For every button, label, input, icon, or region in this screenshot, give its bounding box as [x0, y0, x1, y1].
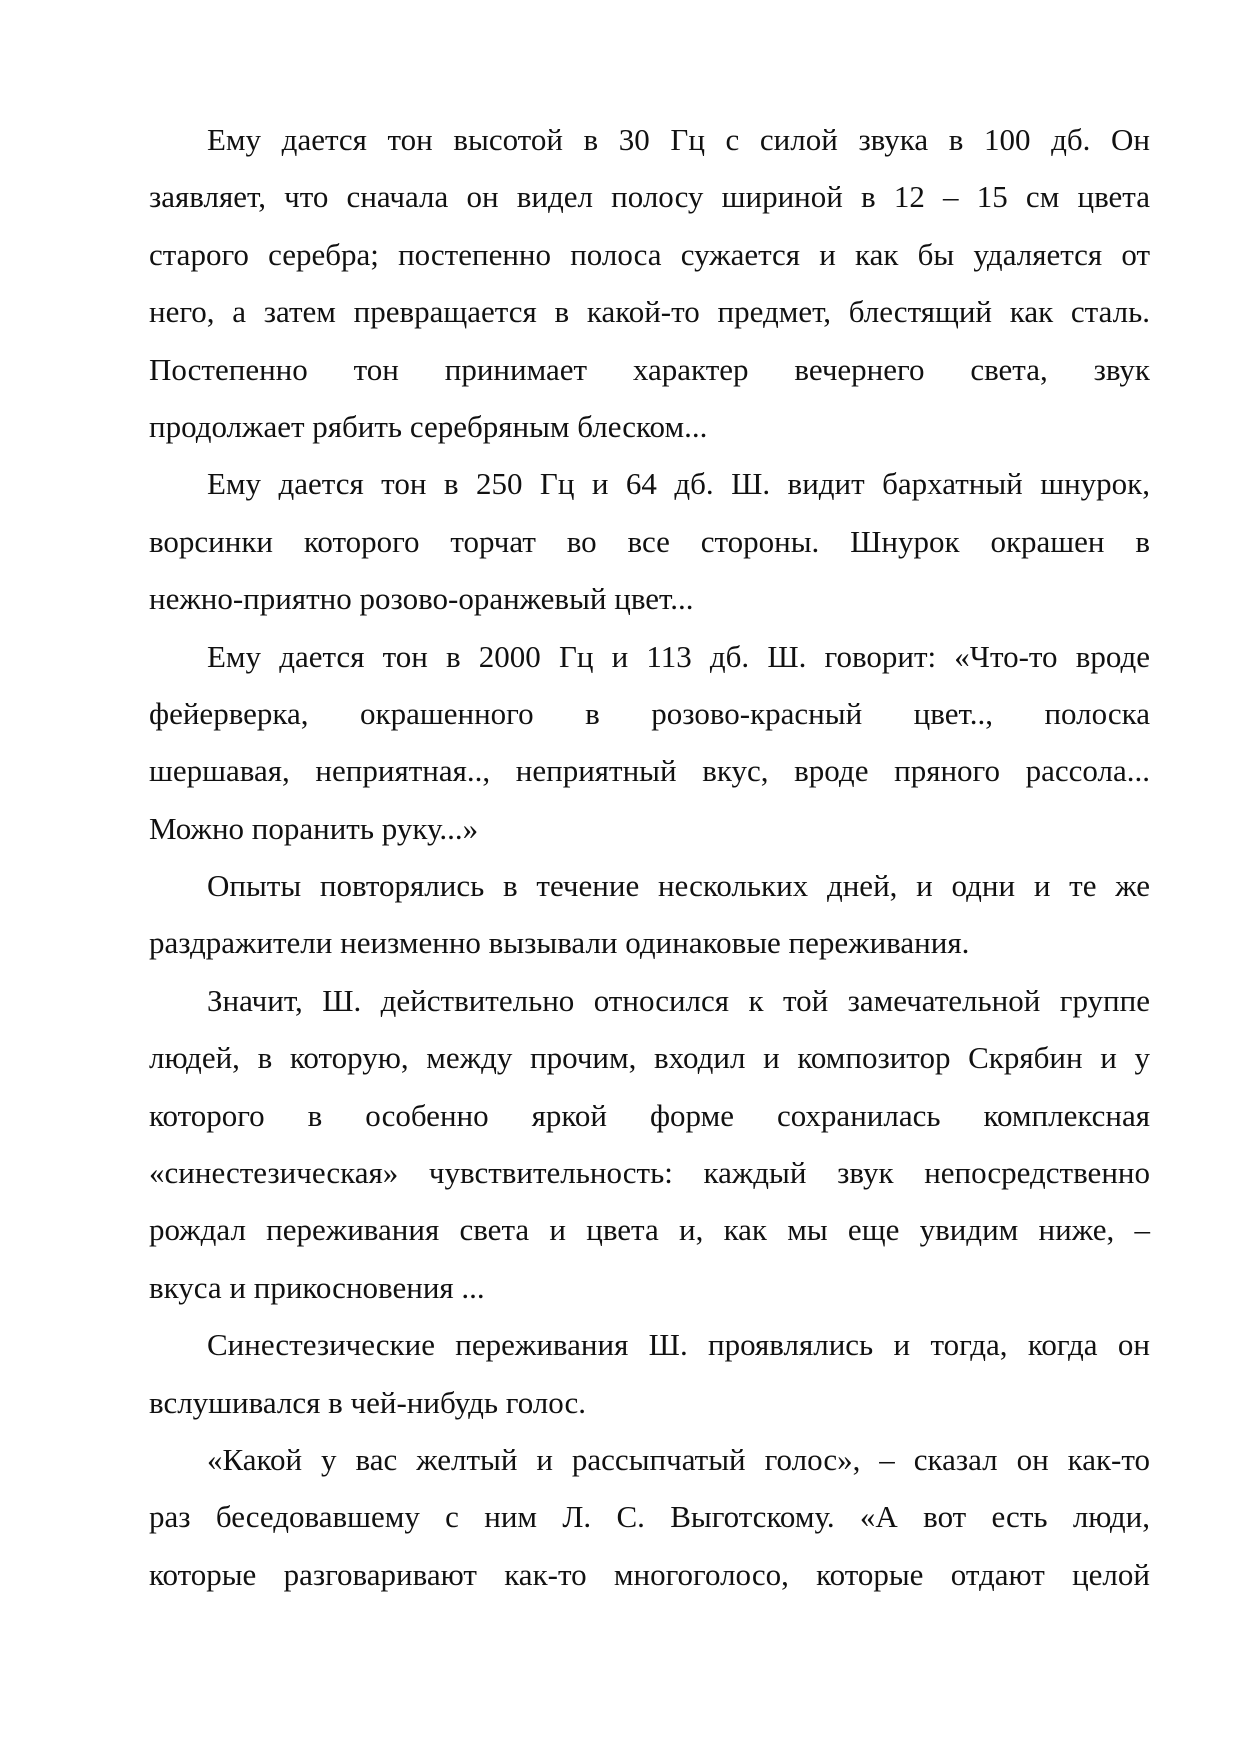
paragraph — [149, 857, 1150, 972]
text-line: рождал переживания света и цвета и, как мы еще увидим ниже, – — [149, 1212, 1150, 1248]
text-line: заявляет, что сначала он видел полосу шириной в 12 – 15 см цвета — [149, 179, 1150, 215]
text-line: Опыты повторялись в течение нескольких дней, и одни и те же — [207, 868, 1150, 904]
text-line: которого в особенно яркой форме сохранилась комплексная — [149, 1097, 1150, 1133]
document-page — [149, 111, 1150, 1603]
text-line: Ему дается тон высотой в 30 Гц с силой звука в 100 дб. Он — [207, 122, 1150, 157]
text-line: шершавая, неприятная.., неприятный вкус, вроде пряного рассола... — [149, 753, 1150, 789]
paragraph — [149, 455, 1150, 627]
paragraph — [149, 111, 1150, 455]
text-line: Постепенно тон принимает характер вечернего света, звук — [149, 351, 1150, 387]
text-line: него, а затем превращается в какой-то предмет, блестящий как сталь. — [149, 294, 1150, 330]
text-line: Ему дается тон в 2000 Гц и 113 дб. Ш. говорит: «Что-то вроде — [207, 638, 1150, 674]
paragraph — [149, 1431, 1150, 1603]
paragraph — [149, 628, 1150, 858]
text-line: «синестезическая» чувствительность: каждый звук непосредственно — [149, 1155, 1150, 1191]
text-line: раз беседовавшему с ним Л. С. Выготскому. «А вот есть люди, — [149, 1499, 1150, 1535]
text-line: Можно поранить руку...» — [149, 810, 479, 846]
text-line: ворсинки которого торчат во все стороны. Шнурок окрашен в — [149, 523, 1150, 559]
text-line: Значит, Ш. действительно относился к той замечательной группе — [207, 982, 1150, 1018]
text-line: Ему дается тон в 250 Гц и 64 дб. Ш. видит бархатный шнурок, — [207, 466, 1150, 502]
text-line: раздражители неизменно вызывали одинаковые переживания. — [149, 925, 970, 961]
text-line: людей, в которую, между прочим, входил и композитор Скрябин и у — [149, 1040, 1150, 1076]
text-line: продолжает рябить серебряным блеском... — [149, 408, 708, 444]
text-line: которые разговаривают как-то многоголосо, которые отдают целой — [149, 1556, 1150, 1592]
paragraph — [149, 972, 1150, 1316]
text-line: вслушивался в чей-нибудь голос. — [149, 1384, 587, 1420]
text-line: нежно-приятно розово-оранжевый цвет... — [149, 581, 694, 617]
text-line: вкуса и прикосновения ... — [149, 1269, 485, 1305]
paragraph — [149, 1316, 1150, 1431]
text-line: старого серебра; постепенно полоса сужается и как бы удаляется от — [149, 236, 1150, 272]
text-line: Синестезические переживания Ш. проявлялись и тогда, когда он — [207, 1327, 1150, 1363]
text-line: фейерверка, окрашенного в розово-красный цвет.., полоска — [149, 695, 1150, 731]
text-line: «Какой у вас желтый и рассыпчатый голос», – сказал он как-то — [207, 1441, 1150, 1477]
